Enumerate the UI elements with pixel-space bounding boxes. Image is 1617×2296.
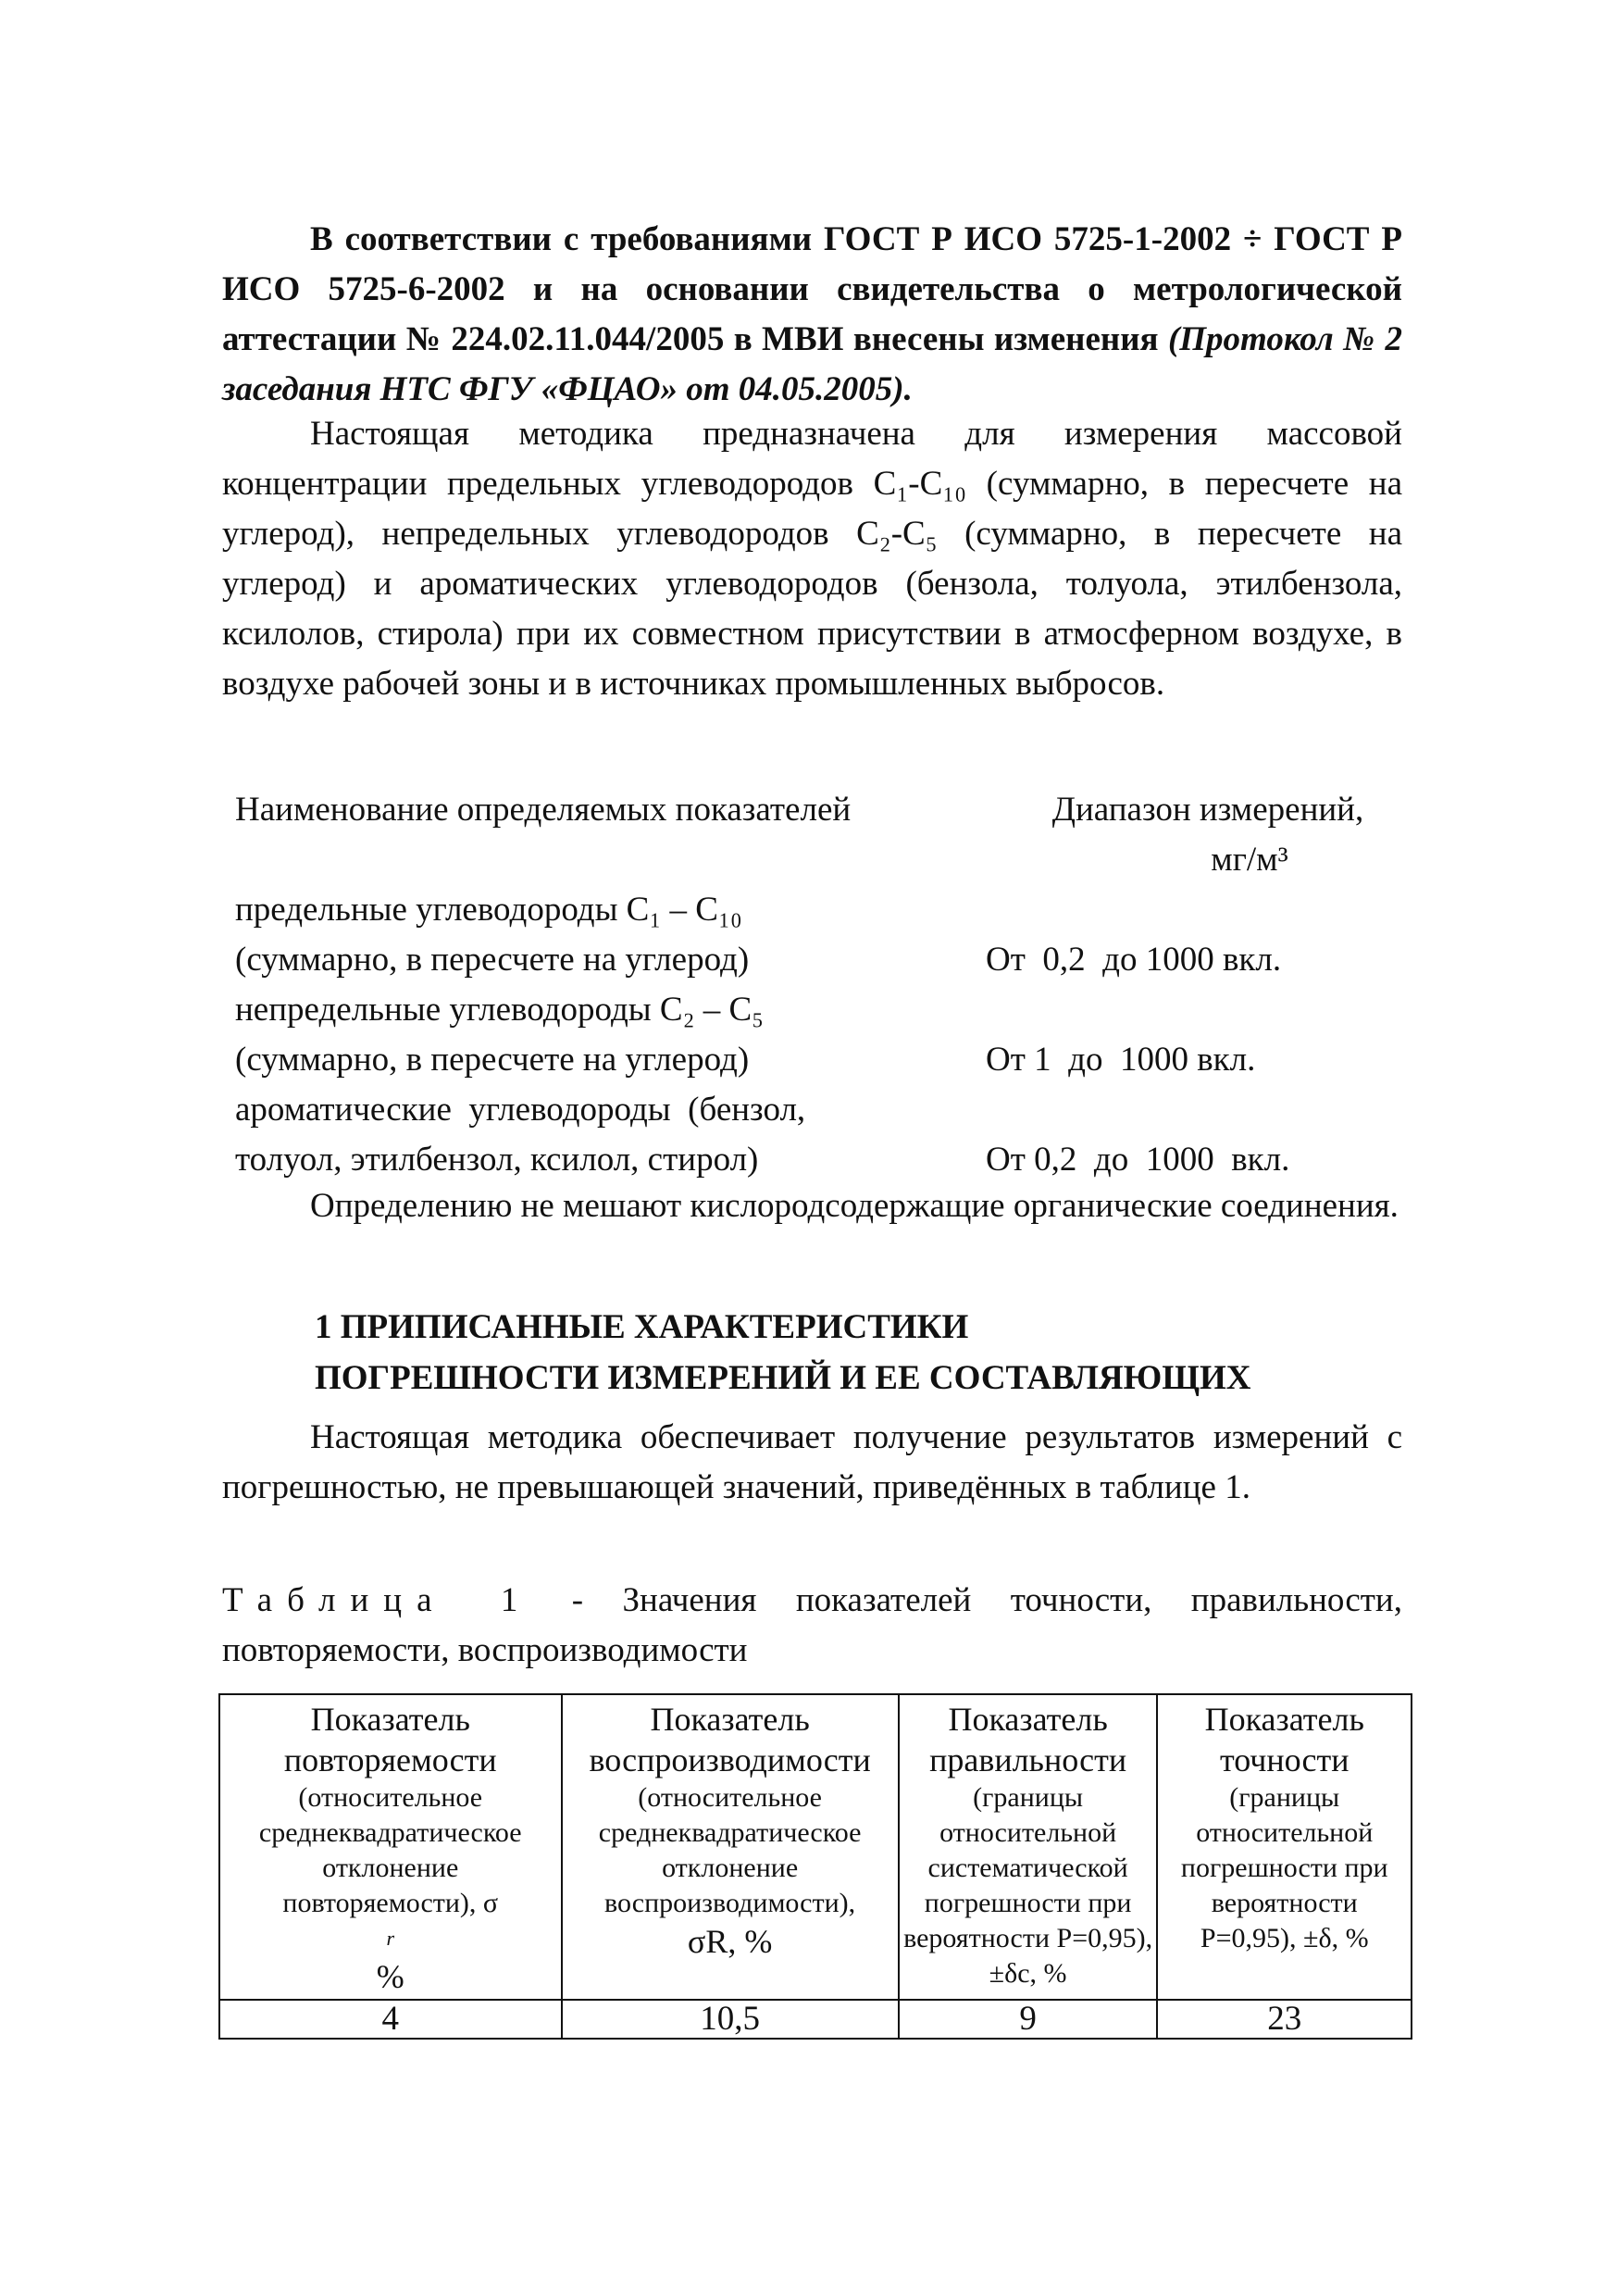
table-cell: 10,5 — [562, 2000, 899, 2039]
section-heading-line: 1 ПРИПИСАННЫЕ ХАРАКТЕРИСТИКИ — [315, 1308, 969, 1346]
measurement-ranges — [222, 785, 1402, 1185]
range-name-line: толуол, этилбензол, ксилол, стирол) — [235, 1141, 759, 1179]
section-heading-line: ПОГРЕШНОСТИ ИЗМЕРЕНИЙ И ЕЕ СОСТАВЛЯЮЩИХ — [315, 1359, 1251, 1397]
table-cell: 9 — [899, 2000, 1158, 2039]
table-header-cell: Показатель точности (границы относительной погрешности при вероятности Р=0,95), ±δ, % — [1157, 1694, 1412, 2000]
range-value: От 0,2 до 1000 вкл. — [986, 1141, 1290, 1179]
range-name-line: предельные углеводороды С₁ – С₁₀ — [235, 891, 742, 929]
ranges-header-unit: мг/м³ — [1211, 841, 1288, 879]
table-cell: 23 — [1157, 2000, 1412, 2039]
accuracy-paragraph: Настоящая методика обеспечивает получение результатов измерений с погрешностью, не превышающей значений, приведённых в таблице 1. — [222, 1418, 1402, 1506]
table-caption — [222, 1576, 1402, 1676]
amendment-text: В соответствии с требованиями ГОСТ Р ИСО 5725-1-2002 ÷ ГОСТ Р ИСО 5725-6-2002 и на основании свидетельства о метрологической аттестации № 224.02.11.044/2005 в МВИ внесены изменения — [222, 220, 1402, 358]
accuracy-table — [218, 1693, 1412, 2040]
range-name-line: непредельные углеводороды С₂ – С₅ — [235, 991, 765, 1029]
interference-paragraph: Определению не мешают кислородсодержащие органические соединения. — [310, 1187, 1399, 1225]
table-caption-text: - Значения показателей точности, правильности, повторяемости, воспроизводимости — [222, 1581, 1402, 1669]
scope-paragraph: Настоящая методика предназначена для измерения массовой концентрации предельных углеводородов С₁-С₁₀ (суммарно, в пересчете на углерод), непредельных углеводородов С₂-С₅ (суммарно, в пересчете на углерод) и ароматических углеводородов (бензола, толуола, этилбензола, ксилолов, стирола) при их совместном присутствии в атмосферном воздухе, в воздухе рабочей зоны и в источниках промышленных выбросов. — [222, 415, 1402, 703]
section-heading — [222, 1302, 1495, 1404]
ranges-header-range — [1014, 785, 1402, 885]
ranges-header-name: Наименование определяемых показателей — [235, 791, 852, 829]
range-row — [222, 985, 1402, 1085]
table-header-cell: Показатель повторяемости (относительное среднеквадратическое отклонение повторяемости), σ r % — [219, 1694, 562, 2000]
range-row — [222, 1085, 1402, 1185]
sigma-r-subscript: r — [386, 1927, 395, 1950]
range-name-line: (суммарно, в пересчете на углерод) — [235, 941, 750, 979]
range-value: От 0,2 до 1000 вкл. — [986, 941, 1282, 979]
range-value: От 1 до 1000 вкл. — [986, 1041, 1256, 1079]
table-header-row — [219, 1694, 1412, 2000]
ranges-header — [222, 785, 1402, 885]
amendment-note — [222, 215, 1402, 415]
protocol-reference: (Протокол № 2 заседания НТС ФГУ «ФЦАО» от 04.05.2005). — [222, 320, 1402, 408]
range-name-line: ароматические углеводороды (бензол, — [235, 1091, 806, 1129]
ranges-header-range-label: Диапазон измерений, — [1051, 791, 1364, 829]
range-row — [222, 885, 1402, 985]
table-header-cell: Показатель воспроизводимости (относительное среднеквадратическое отклонение воспроизводимости), σR, % — [562, 1694, 899, 2000]
table-cell: 4 — [219, 2000, 562, 2039]
table-caption-label: Таблица 1 — [222, 1581, 533, 1619]
range-name-line: (суммарно, в пересчете на углерод) — [235, 1041, 750, 1079]
table-header-cell: Показатель правильности (границы относительной систематической погрешности при вероятности Р=0,95), ±δс, % — [899, 1694, 1158, 2000]
table-row — [219, 2000, 1412, 2039]
